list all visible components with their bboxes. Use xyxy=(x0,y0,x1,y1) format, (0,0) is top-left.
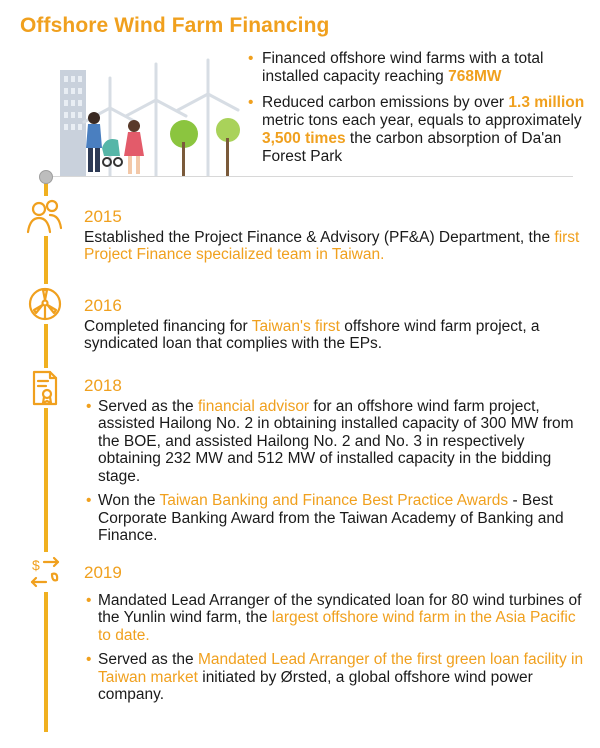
entry-highlight: financial advisor xyxy=(197,397,310,415)
entry-bullet: • Mandated Lead Arranger of the syndicated loan for 80 wind turbines of the Yunlin wind farm, the largest offshore wind farm in the Asia Pacific to date. xyxy=(86,591,582,644)
svg-text:$: $ xyxy=(32,557,40,573)
entry-bullet: • Served as the financial advisor for an offshore wind farm project, assisted Hailong No. 2 in obtaining installed capacity of 300 MW from the BOE, and assisted Hailong No. 2 and No. 3 in respectively obtaining 232 MW and 512 MW of installed capacity in the bidding stage. xyxy=(86,397,574,485)
year-label: 2015 xyxy=(84,207,122,226)
summary-bullet-carbon: • Reduced carbon emissions by over 1.3 million metric tons each year, equals to approximately 3,500 times the carbon absorption of Da'an Forest Park xyxy=(248,94,585,165)
entry-highlight: first Project Finance specialized team in Taiwan. xyxy=(84,228,580,263)
timeline-start-dot xyxy=(39,170,53,184)
timeline-entry-2016 xyxy=(84,297,589,353)
document-award-icon xyxy=(22,368,68,408)
entry-highlight: Taiwan's first xyxy=(251,317,340,335)
year-label: 2016 xyxy=(84,296,122,315)
entry-text: Completed financing for Taiwan's first offshore wind farm project, a syndicated loan that complies with the EPs. xyxy=(84,317,540,352)
year-label: 2019 xyxy=(84,563,122,582)
timeline-entry-2015 xyxy=(84,208,589,264)
entry-bullet: • Won the Taiwan Banking and Finance Best Practice Awards - Best Corporate Banking Award from the Taiwan Academy of Banking and Finance. xyxy=(86,492,564,544)
summary-bullet-capacity: • Financed offshore wind farms with a total installed capacity reaching 768MW xyxy=(248,50,544,85)
timeline-entry-2019 xyxy=(84,564,589,711)
wind-farm-family-illustration xyxy=(60,52,250,177)
summary-bullets xyxy=(246,50,591,174)
entry-bullet: • Served as the Mandated Lead Arranger of the first green loan facility in Taiwan market initiated by Ørsted, a global offshore wind power company. xyxy=(86,651,584,703)
year-label: 2018 xyxy=(84,376,122,395)
highlight-capacity: 768MW xyxy=(448,68,502,85)
bullet-dot: • xyxy=(86,397,92,415)
bullet-dot: • xyxy=(86,651,92,668)
people-icon xyxy=(22,196,68,236)
wind-turbine-icon xyxy=(22,284,68,324)
bullet-dot: • xyxy=(248,94,254,111)
highlight-times: 3,500 times xyxy=(262,130,346,147)
highlight-tons: 1.3 million xyxy=(508,94,585,111)
page-title: Offshore Wind Farm Financing xyxy=(20,14,330,37)
bullet-dot: • xyxy=(86,492,92,509)
header-divider xyxy=(45,176,573,177)
bullet-dot: • xyxy=(248,50,254,67)
timeline-entry-2018 xyxy=(84,377,589,552)
entry-text: Established the Project Finance & Advisory (PF&A) Department, the first Project Finance specialized team in Taiwan. xyxy=(84,228,580,263)
timeline-line xyxy=(44,176,48,732)
entry-highlight: largest offshore wind farm in the Asia Pacific to date. xyxy=(98,609,576,644)
bullet-dot: • xyxy=(86,591,92,609)
entry-highlight: Mandated Lead Arranger of the first green loan facility in Taiwan market xyxy=(98,651,584,686)
money-cycle-icon xyxy=(22,552,68,592)
entry-highlight: Taiwan Banking and Finance Best Practice Awards xyxy=(159,492,509,509)
